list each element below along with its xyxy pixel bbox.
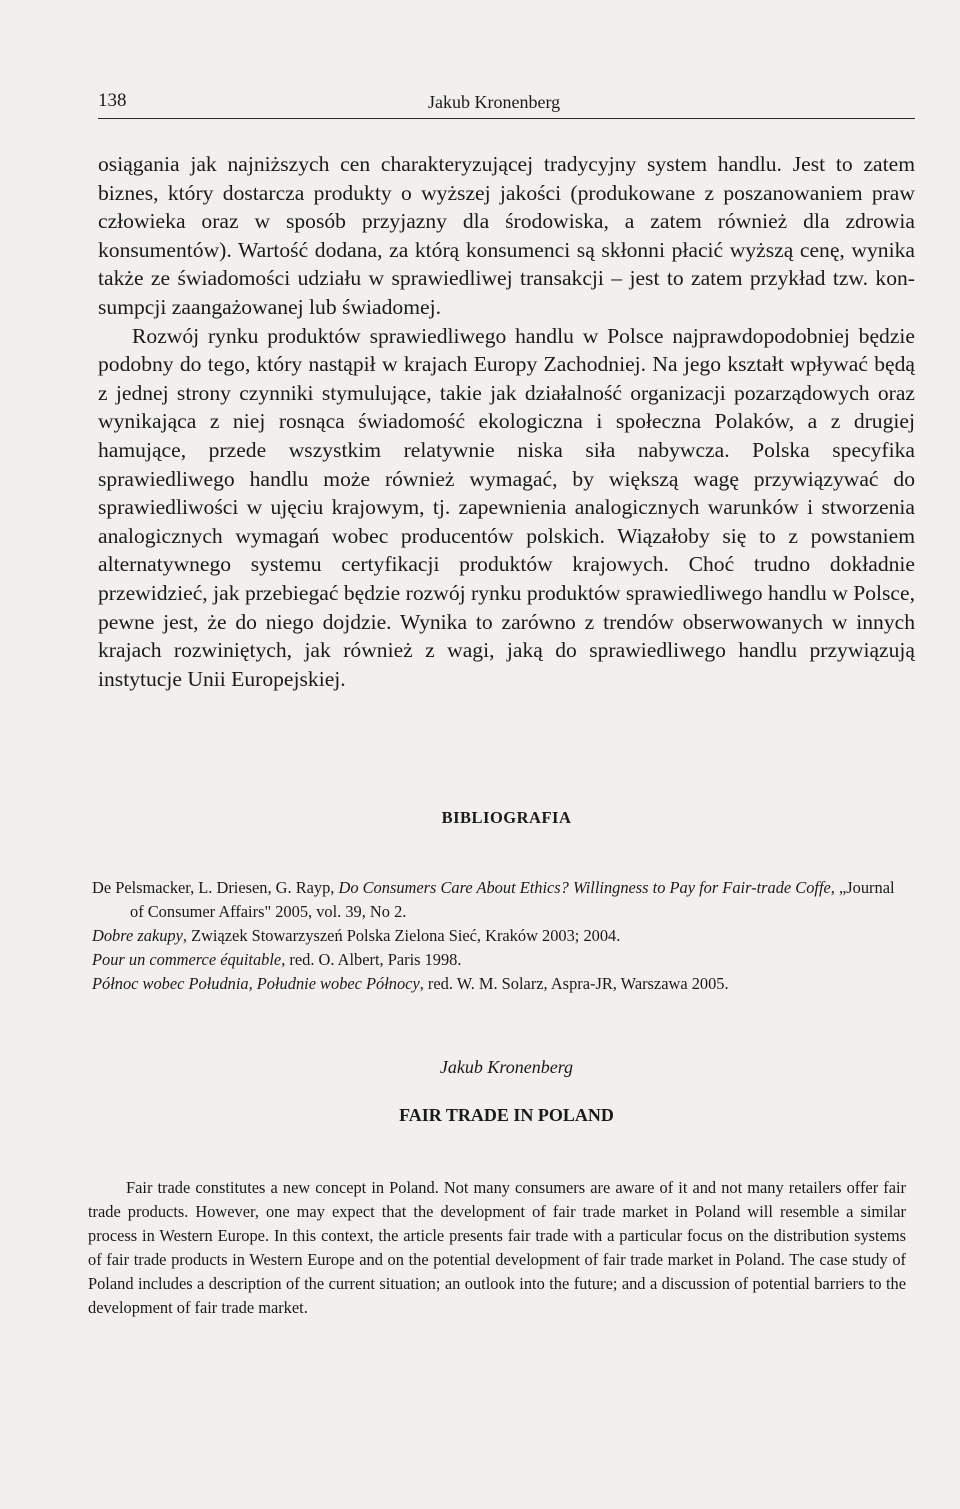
bibliography-entry: De Pelsmacker, L. Driesen, G. Rayp, Do Consumers Care About Ethics? Willingness to Pay for Fair-trade Coffe, „Journal of Consumer Affairs" 2005, vol. 39, No 2. [92,878,895,921]
paragraph: osiągania jak najniższych cen charakteryzującej tradycyjny system handlu. Jest to zatem biznes, który dostarcza produkty o wyższej jakości (produkowane z poszanowaniem praw człowieka oraz w sposób przyjazny dla środowiska, a zatem również dla zdrowia konsumentów). Wartość dodana, za którą konsumenci są skłonni płacić wyższą cenę, wynika także ze świadomości udziału w sprawiedliwej transakcji – jest to zatem przykład tzw. konsumpcji zaangażowanej lub świadomej. [98,152,915,319]
paragraph: Rozwój rynku produktów sprawiedliwego handlu w Polsce najprawdopodobniej będzie podobny do tego, który nastąpił w krajach Europy Zachodniej. Na jego kształt wpływać będą z jednej strony czynniki stymulujące, takie jak działalność organizacji pozarządowych oraz wynikająca z niej rosnąca świadomość ekologiczna i społeczna Polaków, a z drugiej hamujące, przede wszystkim relatywnie niska siła nabywcza. Polska specyfika sprawiedliwego handlu może również wymagać, by większą wagę przywiązywać do sprawiedliwości w ujęciu krajowym, tj. zapewnienia analogicznych warunków i stworzenia analogicznych wymagań wobec producentów polskich. Wiązałoby się to z powstaniem alternatywnego systemu certyfikacji produktów krajowych. Choć trudno dokładnie przewidzieć, jak przebiegać będzie rozwój rynku produktów sprawiedliwego handlu w Polsce, pewne jest, że do niego dojdzie. Wynika to zarówno z trendów obserwowanych w innych krajach rozwiniętych, jak również z wagi, jaką do sprawiedliwego handlu przywiązują instytucje Unii Europejskiej. [98,323,915,691]
bibliography-entry: Dobre zakupy, Związek Stowarzyszeń Polska Zielona Sieć, Kraków 2003; 2004. [92,926,621,945]
bibliography-entry: Północ wobec Południa, Południe wobec Północy, red. W. M. Solarz, Aspra-JR, Warszawa 2005. [92,974,729,993]
bibliography-heading: BIBLIOGRAFIA [441,808,572,827]
summary-title: FAIR TRADE IN POLAND [399,1105,614,1125]
summary-author: Jakub Kronenberg [439,1057,574,1077]
summary-text: Fair trade constitutes a new concept in Poland. Not many consumers are aware of it and not many retailers offer fair trade products. However, one may expect that the development of fair trade market in Poland will resemble a similar process in Western Europe. In this context, the article presents fair trade with a particular focus on the distribution systems of fair trade products in Western Europe and on the potential development of fair trade market in Poland. The case study of Poland includes a description of the current situation; an outlook into the future; and a discussion of potential barriers to the development of fair trade market. [88,1178,906,1317]
bibliography-entry: Pour un commerce équitable, red. O. Albert, Paris 1998. [92,950,462,969]
page-header [98,88,915,119]
running-head: Jakub Kronenberg [428,92,561,112]
page-number: 138 [98,90,127,111]
bibliography-list [92,876,912,996]
body-text [98,150,915,693]
